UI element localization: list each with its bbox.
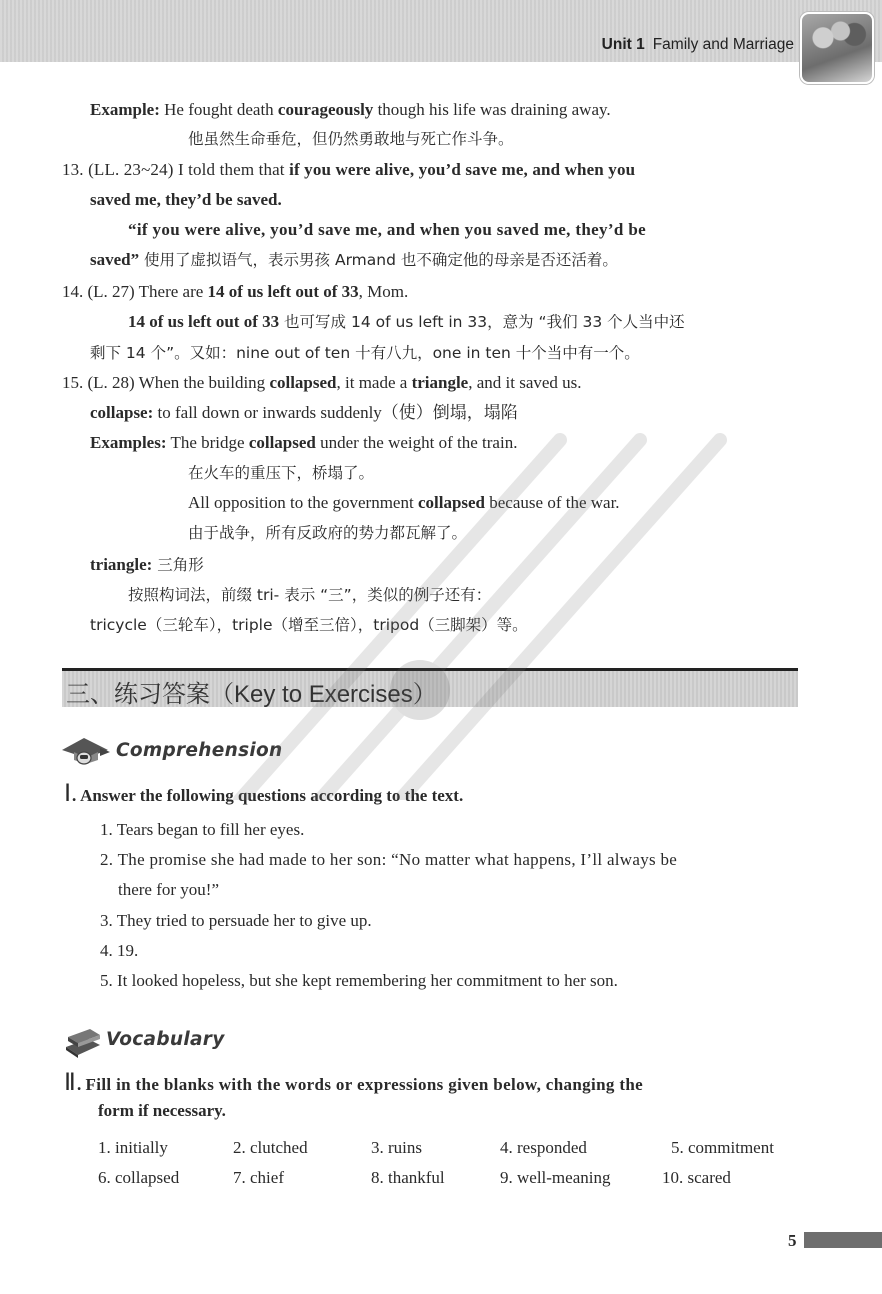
collapse-definition <box>90 403 518 423</box>
vocab-answer-9: 9. well-meaning <box>500 1168 611 1187</box>
note-13-explain-quote: “if you were alive, you’d save me, and when you saved me, they’d be <box>128 220 647 239</box>
unit-name: Family and Marriage <box>652 36 794 53</box>
triangle-definition <box>90 555 204 575</box>
vocab-answer-8: 8. thankful <box>371 1168 445 1187</box>
comprehension-answer-2: 2. The promise she had made to her son: “No matter what happens, I’ll always be <box>100 850 678 869</box>
comprehension-answer-5: 5. It looked hopeless, but she kept remembering her commitment to her son. <box>100 971 618 990</box>
note-13-explain <box>90 250 618 270</box>
vocab-answer-3: 3. ruins <box>371 1138 422 1157</box>
note-14-explain-phrase: 14 of us left out of 33 <box>128 312 280 331</box>
collapse-def: to fall down or inwards suddenly（使）倒塌，塌陷 <box>153 403 518 422</box>
vocab-answer-7: 7. chief <box>233 1168 284 1187</box>
example-label: Example: <box>90 100 160 119</box>
roman-numeral-2: Ⅱ. <box>64 1070 83 1096</box>
collapse-example-1 <box>90 433 517 453</box>
vocab-answer-4: 4. responded <box>500 1138 587 1157</box>
vocabulary-heading: Vocabulary <box>106 1029 225 1050</box>
note-14-explain-zh: 也可写成 14 of us left in 33，意为 “我们 33 个人当中还 <box>279 313 685 331</box>
ex2-pre: All opposition to the government <box>188 493 418 512</box>
note-item-15 <box>62 373 582 393</box>
ex1-keyword: collapsed <box>248 433 316 452</box>
note-13-quote-cont: saved me, they’d be saved. <box>90 190 282 209</box>
note-13-ref: 13. (LL. 23~24) I told them that <box>62 160 290 179</box>
note-13-explain-quote-end: saved” <box>90 250 140 269</box>
note-15-keyword-triangle: triangle <box>411 373 469 392</box>
page-number: 5 <box>788 1231 797 1250</box>
unit-number: Unit 1 <box>601 36 645 53</box>
graduation-hat-icon <box>60 736 112 768</box>
collapse-example-2 <box>188 493 620 513</box>
note-14-phrase: 14 of us left out of 33 <box>207 282 359 301</box>
note-14-explain-cont: 剩下 14 个”。又如：nine out of ten 十有八九，one in ten 十个当中有一个。 <box>90 344 640 362</box>
example-text-end: though his life was draining away. <box>373 100 611 119</box>
comprehension-heading: Comprehension <box>116 740 283 761</box>
comprehension-answer-2-cont: there for you!” <box>118 880 220 899</box>
ex2-keyword: collapsed <box>417 493 486 512</box>
comprehension-answer-3: 3. They tried to persuade her to give up. <box>100 911 372 930</box>
page-number-bar <box>804 1232 882 1248</box>
vocab-answer-10: 10. scared <box>662 1168 731 1187</box>
part-1-instruction <box>64 781 464 807</box>
vocab-answer-2: 2. clutched <box>233 1138 308 1157</box>
comprehension-answer-4: 4. 19. <box>100 941 139 960</box>
example-translation: 他虽然生命垂危，但仍然勇敢地与死亡作斗争。 <box>188 130 514 148</box>
books-icon <box>62 1025 102 1059</box>
ex1-post: under the weight of the train. <box>315 433 518 452</box>
family-photo <box>800 12 874 84</box>
note-15-mid: , it made a <box>336 373 412 392</box>
triangle-def: 三角形 <box>152 556 204 574</box>
unit-title <box>602 36 794 54</box>
comprehension-answer-1: 1. Tears began to fill her eyes. <box>100 820 305 839</box>
section-title: 三、练习答案（Key to Exercises） <box>66 681 437 708</box>
part-2-instruction-text: Fill in the blanks with the words or expressions given below, changing the <box>85 1075 644 1094</box>
note-15-ref: 15. (L. 28) When the building <box>62 373 270 392</box>
vocab-answer-5: 5. commitment <box>671 1138 774 1157</box>
example-text: He fought death <box>164 100 278 119</box>
page-header <box>0 0 882 62</box>
triangle-term: triangle: <box>90 555 153 574</box>
note-item-13 <box>62 160 635 180</box>
example-line <box>90 100 611 120</box>
note-item-14 <box>62 282 408 302</box>
vocab-answer-6: 6. collapsed <box>98 1168 180 1187</box>
note-14-end: , Mom. <box>358 282 409 301</box>
collapse-example-2-zh: 由于战争，所有反政府的势力都瓦解了。 <box>188 524 468 542</box>
roman-numeral-1: Ⅰ. <box>64 781 78 807</box>
part-2-instruction-cont: form if necessary. <box>98 1101 226 1120</box>
ex2-post: because of the war. <box>485 493 620 512</box>
note-14-explain <box>128 312 685 332</box>
example-keyword: courageously <box>277 100 374 119</box>
section-heading-key-to-exercises <box>62 668 798 707</box>
part-2-instruction <box>64 1070 644 1096</box>
vocab-answer-1: 1. initially <box>98 1138 168 1157</box>
note-15-keyword-collapsed: collapsed <box>269 373 337 392</box>
note-14-ref: 14. (L. 27) There are <box>62 282 208 301</box>
prefix-note: 按照构词法，前缀 tri- 表示 “三”，类似的例子还有： <box>128 586 492 604</box>
collapse-example-1-zh: 在火车的重压下，桥塌了。 <box>188 464 375 482</box>
note-15-end: , and it saved us. <box>468 373 582 392</box>
note-13-quote: if you were alive, you’d save me, and when you <box>289 160 636 179</box>
prefix-examples: tricycle（三轮车），triple（增至三倍），tripod（三脚架）等。 <box>90 616 528 634</box>
collapse-term: collapse: <box>90 403 154 422</box>
ex1-pre: The bridge <box>170 433 249 452</box>
examples-label: Examples: <box>90 433 167 452</box>
part-1-instruction-text: Answer the following questions according to the text. <box>80 786 464 805</box>
note-13-explain-zh: 使用了虚拟语气，表示男孩 Armand 也不确定他的母亲是否还活着。 <box>139 251 618 269</box>
